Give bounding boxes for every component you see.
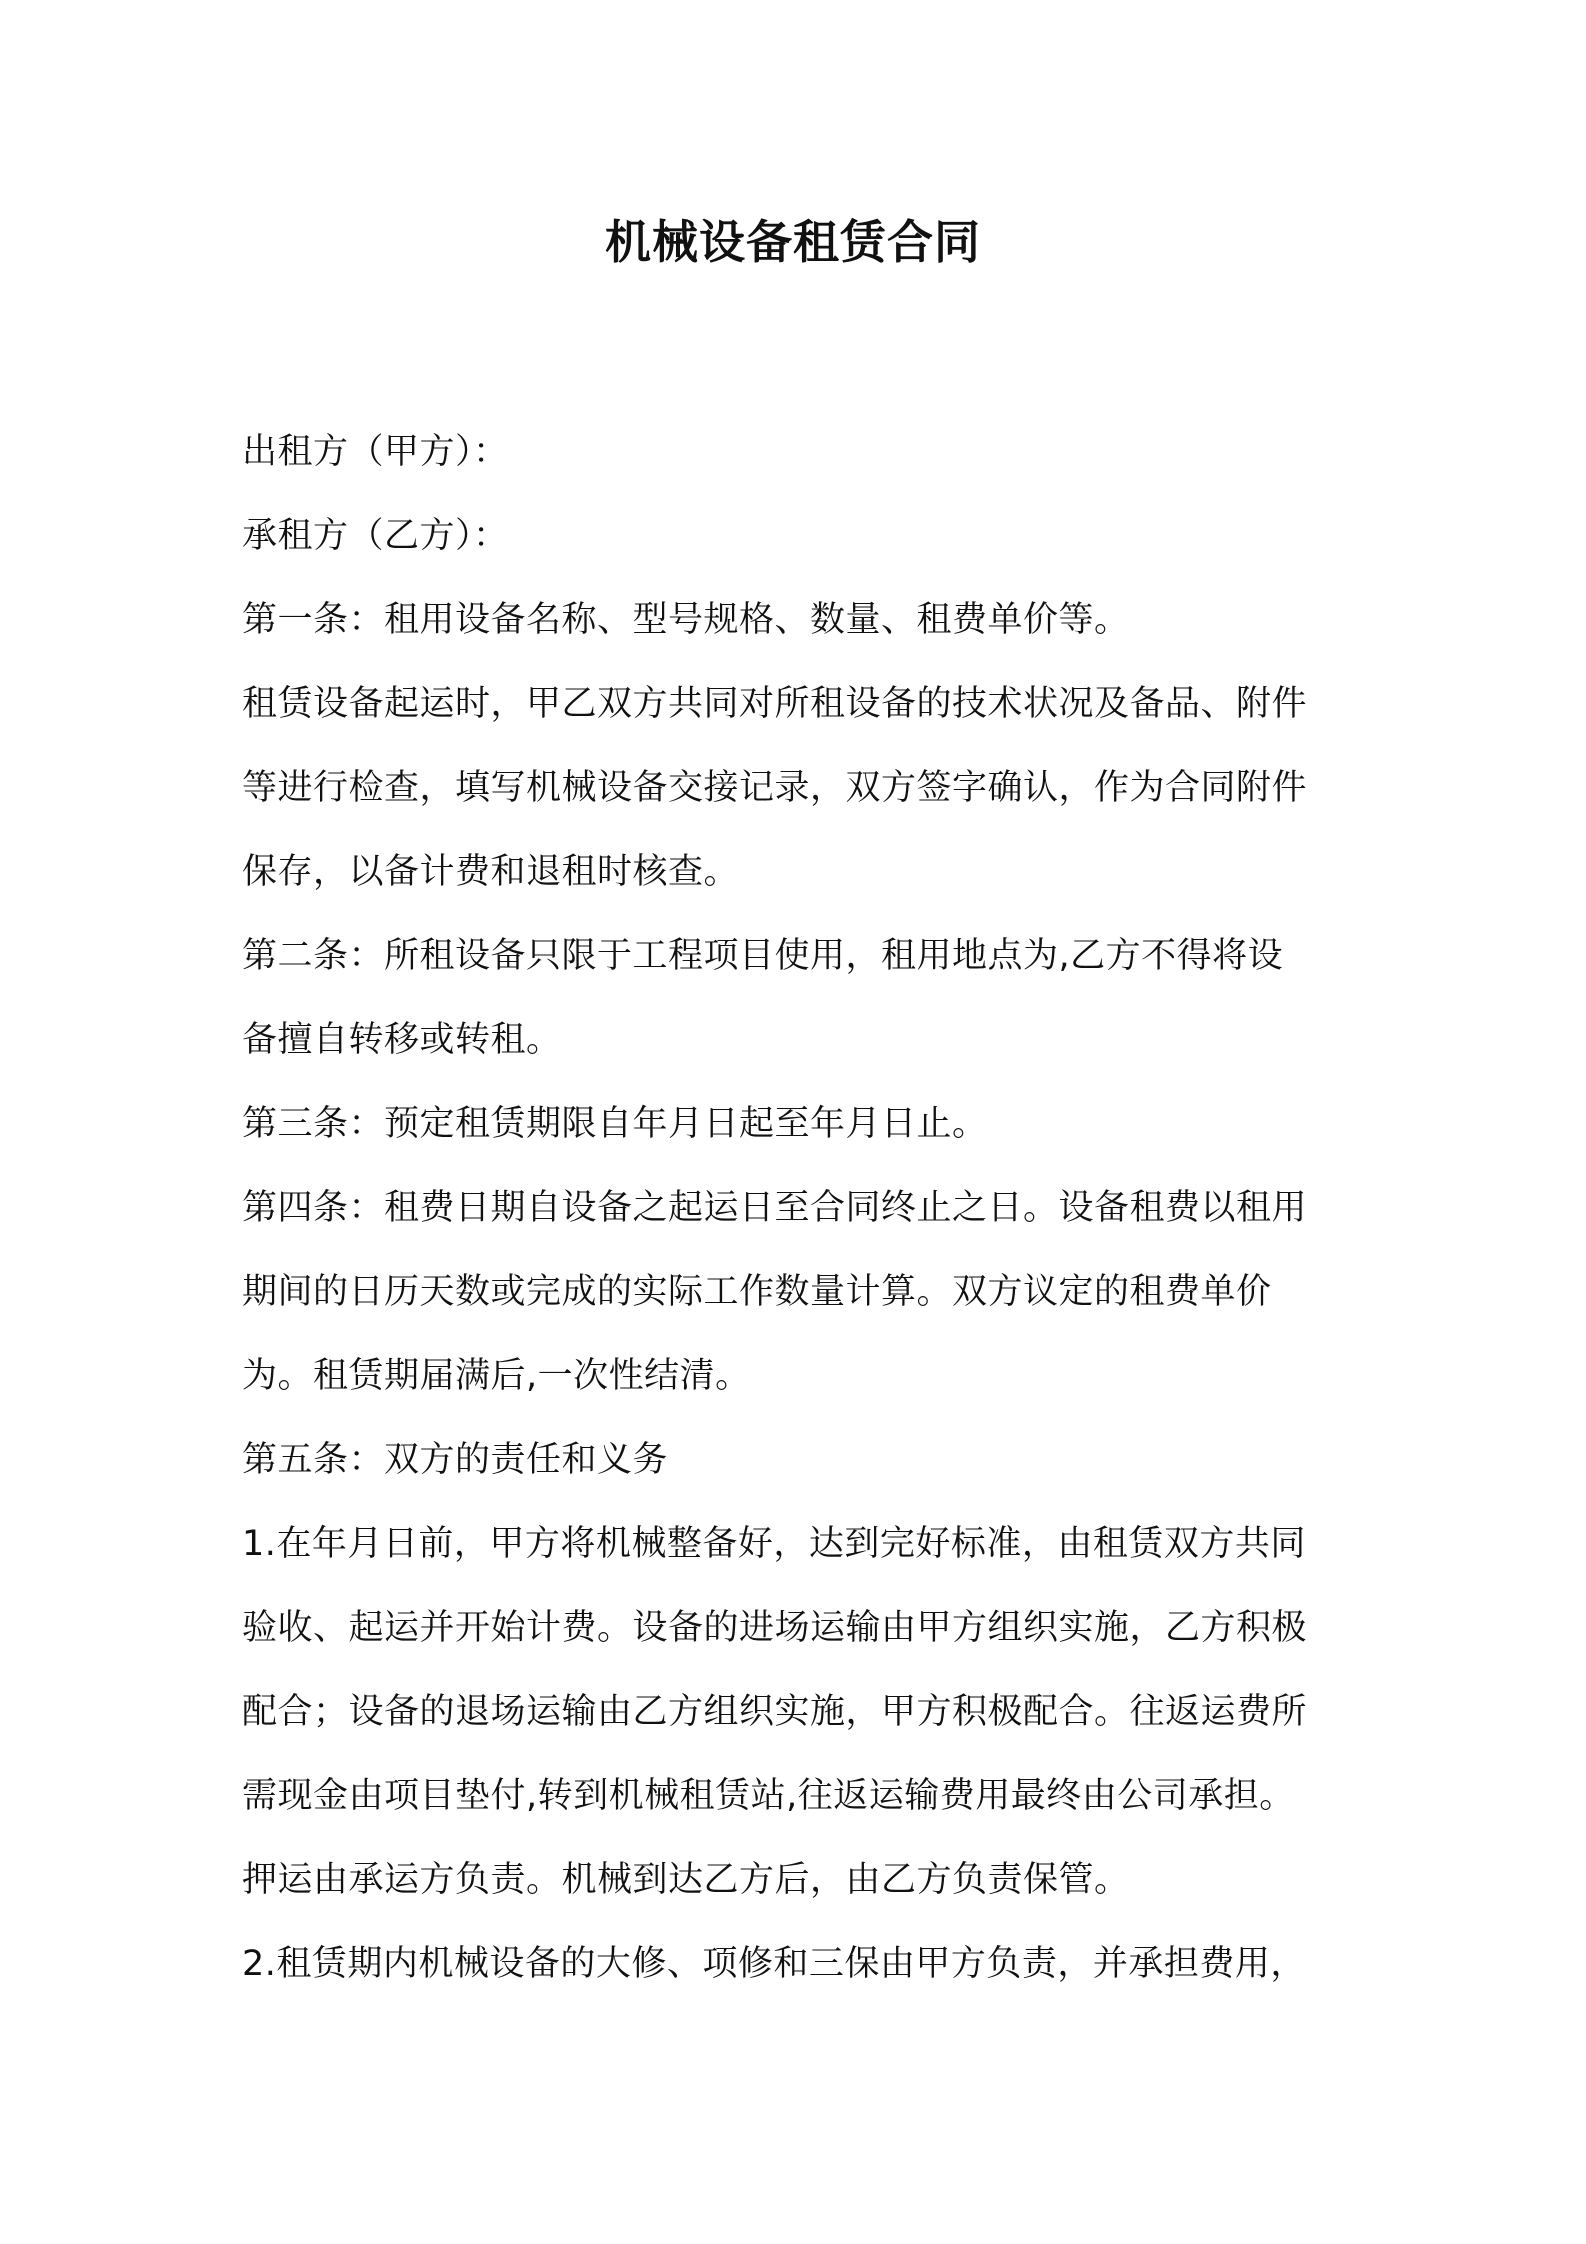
article-5-line: 第五条：双方的责任和义务 [242, 1440, 669, 1480]
clause-1-line: 1.在年月日前，甲方将机械整备好，达到完好标准，由租赁双方共同 [242, 1524, 1306, 1564]
party-b-line: 承租方（乙方）： [242, 516, 509, 556]
text-line: 租赁设备起运时，甲乙双方共同对所租设备的技术状况及备品、附件 [242, 684, 1308, 724]
text-line: 押运由承运方负责。机械到达乙方后，由乙方负责保管。 [242, 1860, 1130, 1900]
party-a-line: 出租方（甲方）： [242, 432, 509, 472]
text-line: 需现金由项目垫付,转到机械租赁站,往返运输费用最终由公司承担。 [242, 1776, 1295, 1816]
article-3-line: 第三条：预定租赁期限自年月日起至年月日止。 [242, 1104, 988, 1144]
article-4-line: 第四条：租费日期自设备之起运日至合同终止之日。设备租费以租用 [242, 1188, 1308, 1228]
text-line: 配合；设备的退场运输由乙方组织实施，甲方积极配合。往返运费所 [242, 1692, 1308, 1732]
text-line: 保存，以备计费和退租时核查。 [242, 852, 740, 892]
article-1-line: 第一条：租用设备名称、型号规格、数量、租费单价等。 [242, 600, 1130, 640]
article-2-line: 第二条：所租设备只限于工程项目使用，租用地点为,乙方不得将设 [242, 936, 1284, 976]
document-title: 机械设备租赁合同 [605, 215, 981, 269]
text-line: 等进行检查，填写机械设备交接记录，双方签字确认，作为合同附件 [242, 768, 1308, 808]
clause-2-line: 2.租赁期内机械设备的大修、项修和三保由甲方负责，并承担费用， [242, 1944, 1306, 1984]
text-line: 为。租赁期届满后,一次性结清。 [242, 1356, 751, 1396]
text-line: 备擅自转移或转租。 [242, 1020, 562, 1060]
text-line: 验收、起运并开始计费。设备的进场运输由甲方组织实施，乙方积极 [242, 1608, 1308, 1648]
text-line: 期间的日历天数或完成的实际工作数量计算。双方议定的租费单价 [242, 1272, 1272, 1312]
document-body [242, 410, 1362, 2006]
